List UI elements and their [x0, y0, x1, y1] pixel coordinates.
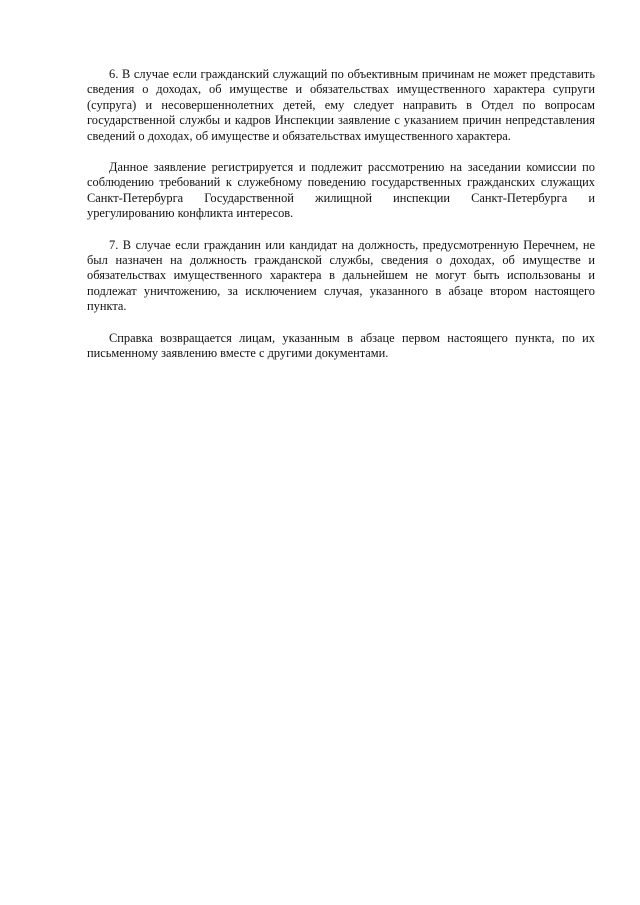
paragraph-item-7: 7. В случае если гражданин или кандидат на должность, предусмотренную Перечнем, не был назначен на должность гражданской службы, сведения о доходах, об имуществе и обязательствах имущественного характера в дальнейшем не могут быть использованы и подлежат уничтожению, за исключением случая, указанного в абзаце втором настоящего пункта.	[87, 237, 595, 314]
paragraph-statement-registration: Данное заявление регистрируется и подлежит рассмотрению на заседании комиссии по соблюдению требований к служебному поведению государственных гражданских служащих Санкт-Петербурга Государственной жилищной инспекции Санкт-Петербурга и урегулированию конфликта интересов.	[87, 160, 595, 221]
paragraph-certificate-return: Справка возвращается лицам, указанным в абзаце первом настоящего пункта, по их письменному заявлению вместе с другими документами.	[87, 330, 595, 361]
document-body	[87, 67, 595, 378]
paragraph-item-6: 6. В случае если гражданский служащий по объективным причинам не может представить сведения о доходах, об имуществе и обязательствах имущественного характера супруги (супруга) и несовершеннолетних детей, ему следует направить в Отдел по вопросам государственной службы и кадров Инспекции заявление с указанием причин непредставления сведений о доходах, об имуществе и обязательствах имущественного характера.	[87, 67, 595, 143]
